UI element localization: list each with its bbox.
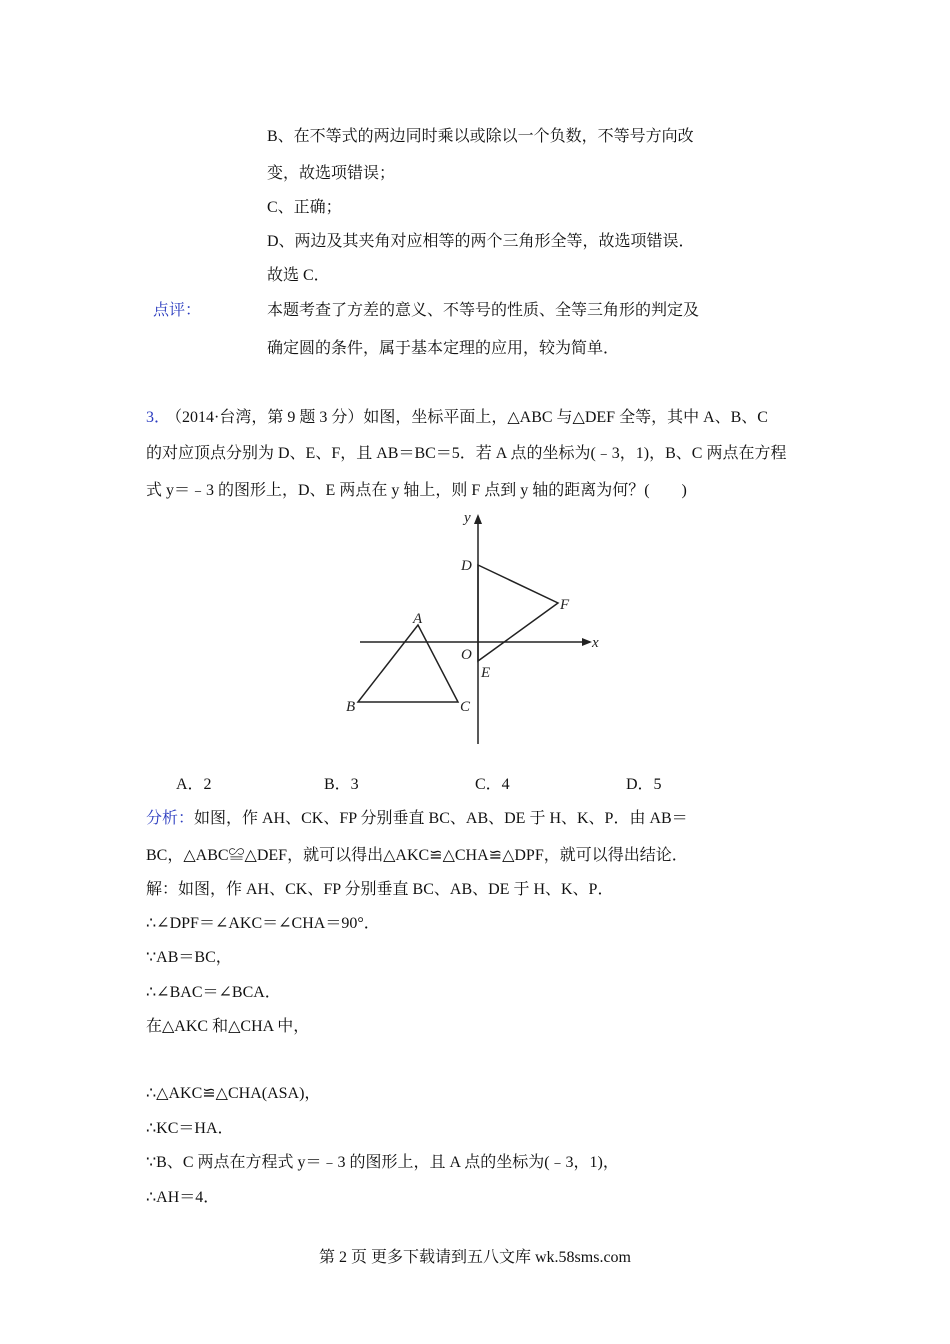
label-e: E	[481, 665, 491, 681]
question-line3: 式 y＝﹣3 的图形上，D、E 两点在 y 轴上，则 F 点到 y 轴的距离为何？( )	[146, 482, 687, 499]
question-line2: 的对应顶点分别为 D、E、F，且 AB＝BC＝5．若 A 点的坐标为(﹣3，1)，B、C 两点在方程	[146, 445, 787, 462]
review-label: 点评：	[153, 302, 202, 319]
review-line2: 确定圆的条件，属于基本定理的应用，较为简单．	[267, 340, 620, 357]
x-axis-arrow	[582, 638, 592, 646]
label-c: C	[460, 699, 471, 715]
solution-line8: ∵B、C 两点在方程式 y＝﹣3 的图形上，且 A 点的坐标为(﹣3，1)，	[146, 1154, 619, 1171]
label-b: B	[346, 699, 356, 715]
analysis-line1: 如图，作 AH、CK、FP 分别垂直 BC、AB、DE 于 H、K、P．由 AB＝	[194, 810, 688, 827]
triangle-def	[478, 565, 558, 661]
label-y: y	[464, 510, 471, 526]
question-number: 3．	[146, 409, 171, 426]
solution-option-b-line1: B、在不等式的两边同时乘以或除以一个负数，不等号方向改	[267, 128, 694, 145]
label-o: O	[461, 647, 472, 663]
solution-line4: ∴∠BAC＝∠BCA．	[146, 984, 281, 1001]
review-line1: 本题考查了方差的意义、不等号的性质、全等三角形的判定及	[267, 302, 700, 319]
solution-line5: 在△AKC 和△CHA 中，	[146, 1018, 310, 1035]
page-footer: 第 2 页 更多下载请到五八文库 wk.58sms.com	[318, 1249, 631, 1266]
solution-line3: ∵AB＝BC，	[146, 949, 232, 966]
option-b: B．3	[324, 776, 359, 793]
solution-line7: ∴KC＝HA．	[146, 1120, 234, 1137]
option-c: C．4	[475, 776, 510, 793]
solution-line6: ∴△AKC≌△CHA(ASA)，	[146, 1085, 321, 1102]
solution-line1: 解：如图，作 AH、CK、FP 分别垂直 BC、AB、DE 于 H、K、P．	[146, 881, 614, 898]
y-axis-arrow	[474, 514, 482, 524]
solution-answer: 故选 C．	[267, 267, 330, 284]
analysis-label: 分析：	[146, 810, 195, 827]
label-d: D	[461, 558, 472, 574]
solution-option-d: D、两边及其夹角对应相等的两个三角形全等，故选项错误．	[267, 233, 695, 250]
solution-option-c: C、正确；	[267, 199, 342, 216]
question-line1: （2014·台湾，第 9 题 3 分）如图，坐标平面上，△ABC 与△DEF 全等，其中 A、B、C	[166, 409, 768, 426]
analysis-line2: BC，△ABC≌△DEF，就可以得出△AKC≌△CHA≌△DPF，就可以得出结论．	[146, 847, 688, 864]
label-a: A	[413, 611, 423, 627]
option-d: D．5	[626, 776, 662, 793]
solution-line2: ∴∠DPF＝∠AKC＝∠CHA＝90°．	[146, 915, 380, 932]
label-x: x	[592, 635, 599, 651]
solution-line9: ∴AH＝4．	[146, 1189, 220, 1206]
solution-option-b-line2: 变，故选项错误；	[267, 165, 396, 182]
label-f: F	[560, 597, 570, 613]
triangle-abc	[358, 625, 458, 702]
option-a: A．2	[176, 776, 212, 793]
coordinate-figure	[340, 508, 610, 748]
